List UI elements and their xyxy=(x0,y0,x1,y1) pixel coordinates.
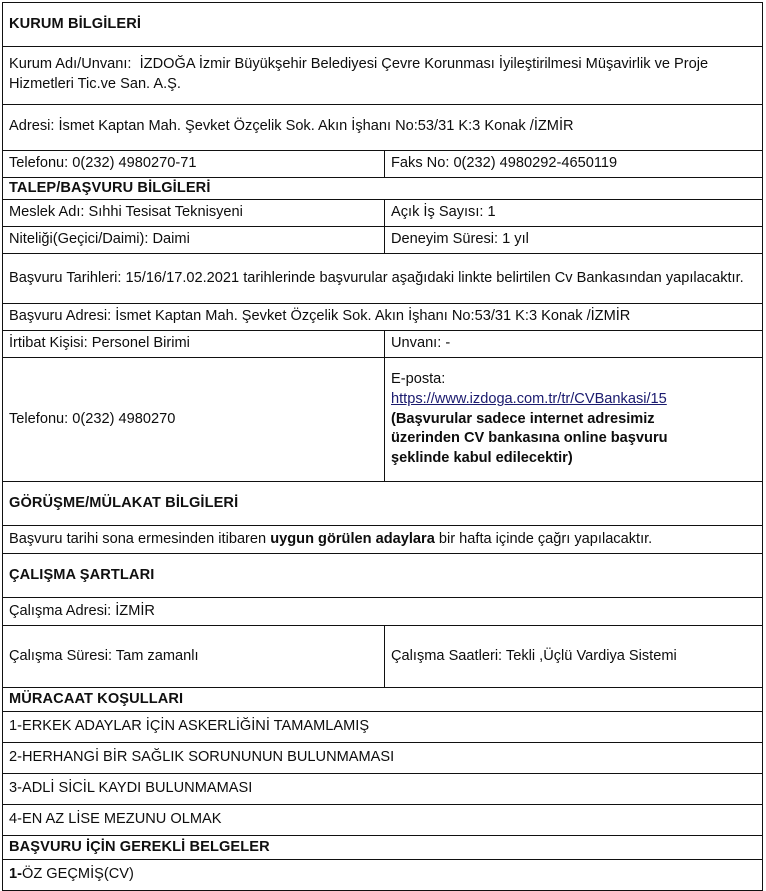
field-calisma-suresi: Çalışma Süresi: Tam zamanlı xyxy=(3,626,385,688)
field-calisma-adresi: Çalışma Adresi: İZMİR xyxy=(3,598,763,626)
table-row-basvuru-adresi xyxy=(3,304,763,331)
field-eposta xyxy=(385,358,763,482)
field-basvuru-tarihleri: Başvuru Tarihleri: 15/16/17.02.2021 tarihlerinde başvurular aşağıdaki linkte belirtilen Cv Bankasından yapılacaktır. xyxy=(3,254,763,304)
list-item-muracaat-2: 2-HERHANGİ BİR SAĞLIK SORUNUNUN BULUNMAMASI xyxy=(3,743,763,774)
table-row-muracaat-item xyxy=(3,805,763,836)
job-posting-table xyxy=(2,2,763,891)
cv-bank-link[interactable]: https://www.izdoga.com.tr/tr/CVBankasi/15 xyxy=(391,391,667,408)
list-item-belge-1 xyxy=(3,860,763,891)
field-acik-is-sayisi: Açık İş Sayısı: 1 xyxy=(385,200,763,227)
table-row-kurum-adi xyxy=(3,47,763,105)
table-row-calisma-band xyxy=(3,554,763,598)
gorusme-note-part-2: bir hafta içinde çağrı yapılacaktır. xyxy=(434,530,653,547)
field-calisma-saatleri: Çalışma Saatleri: Tekli ,Üçlü Vardiya Sistemi xyxy=(385,626,763,688)
field-niteligi: Niteliği(Geçici/Daimi): Daimi xyxy=(3,227,385,254)
table-row-gorusme-band xyxy=(3,482,763,526)
gorusme-note-part-1: Başvuru tarihi sona ermesinden itibaren xyxy=(9,530,271,547)
section-header-muracaat-kosullari xyxy=(3,688,763,712)
field-meslek-adi: Meslek Adı: Sıhhi Tesisat Teknisyeni xyxy=(3,200,385,227)
field-deneyim-suresi: Deneyim Süresi: 1 yıl xyxy=(385,227,763,254)
list-item-muracaat-3: 3-ADLİ SİCİL KAYDI BULUNMAMASI xyxy=(3,774,763,805)
section-header-label: TALEP/BAŞVURU BİLGİLERİ xyxy=(9,180,211,196)
eposta-note-line-2: üzerinden CV bankasına online başvuru xyxy=(391,430,668,447)
job-posting-document xyxy=(0,2,766,883)
field-eposta-label: E-posta: xyxy=(391,371,446,388)
table-row-calisma-adresi xyxy=(3,598,763,626)
table-row-calisma-suresi xyxy=(3,626,763,688)
list-item-muracaat-1: 1-ERKEK ADAYLAR İÇİN ASKERLİĞİNİ TAMAMLAMIŞ xyxy=(3,712,763,743)
table-row-telefon-faks xyxy=(3,151,763,178)
field-unvani: Unvanı: - xyxy=(385,331,763,358)
table-row-talep-band xyxy=(3,178,763,200)
field-kurum-adi xyxy=(3,47,763,105)
table-row-belgeler-band xyxy=(3,836,763,860)
table-row-basvuru-tarihleri xyxy=(3,254,763,304)
table-row-muracaat-item xyxy=(3,774,763,805)
section-header-talep-basvuru xyxy=(3,178,763,200)
section-header-label: GÖRÜŞME/MÜLAKAT BİLGİLERİ xyxy=(9,495,239,512)
list-item-belge-1-label: ÖZ GEÇMİŞ(CV) xyxy=(21,866,134,883)
section-header-gorusme-mulakat xyxy=(3,482,763,526)
field-basvuru-adresi: Başvuru Adresi: İsmet Kaptan Mah. Şevket Özçelik Sok. Akın İşhanı No:53/31 K:3 Konak /İZMİR xyxy=(3,304,763,331)
table-row-muracaat-item xyxy=(3,743,763,774)
section-header-calisma-sartlari xyxy=(3,554,763,598)
field-kurum-adi-value: İZDOĞA İzmir Büyükşehir Belediyesi Çevre Korunması İyileştirilmesi Müşavirlik ve Proje Hizmetleri Tic.ve San. A.Ş. xyxy=(9,56,709,92)
section-header-label: BAŞVURU İÇİN GEREKLİ BELGELER xyxy=(9,839,270,856)
table-row-telefon-eposta xyxy=(3,358,763,482)
eposta-note-line-1: (Başvurular sadece internet adresimiz xyxy=(391,410,655,427)
section-header-label: ÇALIŞMA ŞARTLARI xyxy=(9,567,155,584)
field-gorusme-note xyxy=(3,526,763,554)
list-item-muracaat-4: 4-EN AZ LİSE MEZUNU OLMAK xyxy=(3,805,763,836)
list-item-belge-1-number: 1- xyxy=(9,866,22,883)
section-header-label: KURUM BİLGİLERİ xyxy=(9,15,142,32)
table-row-nitelik xyxy=(3,227,763,254)
table-row-belgeler-item xyxy=(3,860,763,891)
gorusme-note-bold: uygun görülen adaylara xyxy=(270,530,435,547)
table-row-gorusme-note xyxy=(3,526,763,554)
table-row-irtibat xyxy=(3,331,763,358)
section-header-kurum-bilgileri xyxy=(3,3,763,47)
table-row-meslek xyxy=(3,200,763,227)
field-faks: Faks No: 0(232) 4980292-4650119 xyxy=(385,151,763,178)
table-row-muracaat-band xyxy=(3,688,763,712)
field-irtibat-kisisi: İrtibat Kişisi: Personel Birimi xyxy=(3,331,385,358)
field-adres: Adresi: İsmet Kaptan Mah. Şevket Özçelik Sok. Akın İşhanı No:53/31 K:3 Konak /İZMİR xyxy=(3,105,763,151)
table-row-kurum-band xyxy=(3,3,763,47)
table-row-muracaat-item xyxy=(3,712,763,743)
field-telefonu-basvuru: Telefonu: 0(232) 4980270 xyxy=(3,358,385,482)
field-telefon: Telefonu: 0(232) 4980270-71 xyxy=(3,151,385,178)
section-header-label: MÜRACAAT KOŞULLARI xyxy=(9,691,184,708)
field-kurum-adi-label: Kurum Adı/Unvanı: xyxy=(9,56,132,73)
table-row-adres xyxy=(3,105,763,151)
section-header-basvuru-belgeler xyxy=(3,836,763,860)
eposta-note-line-3: şeklinde kabul edilecektir) xyxy=(391,449,573,466)
